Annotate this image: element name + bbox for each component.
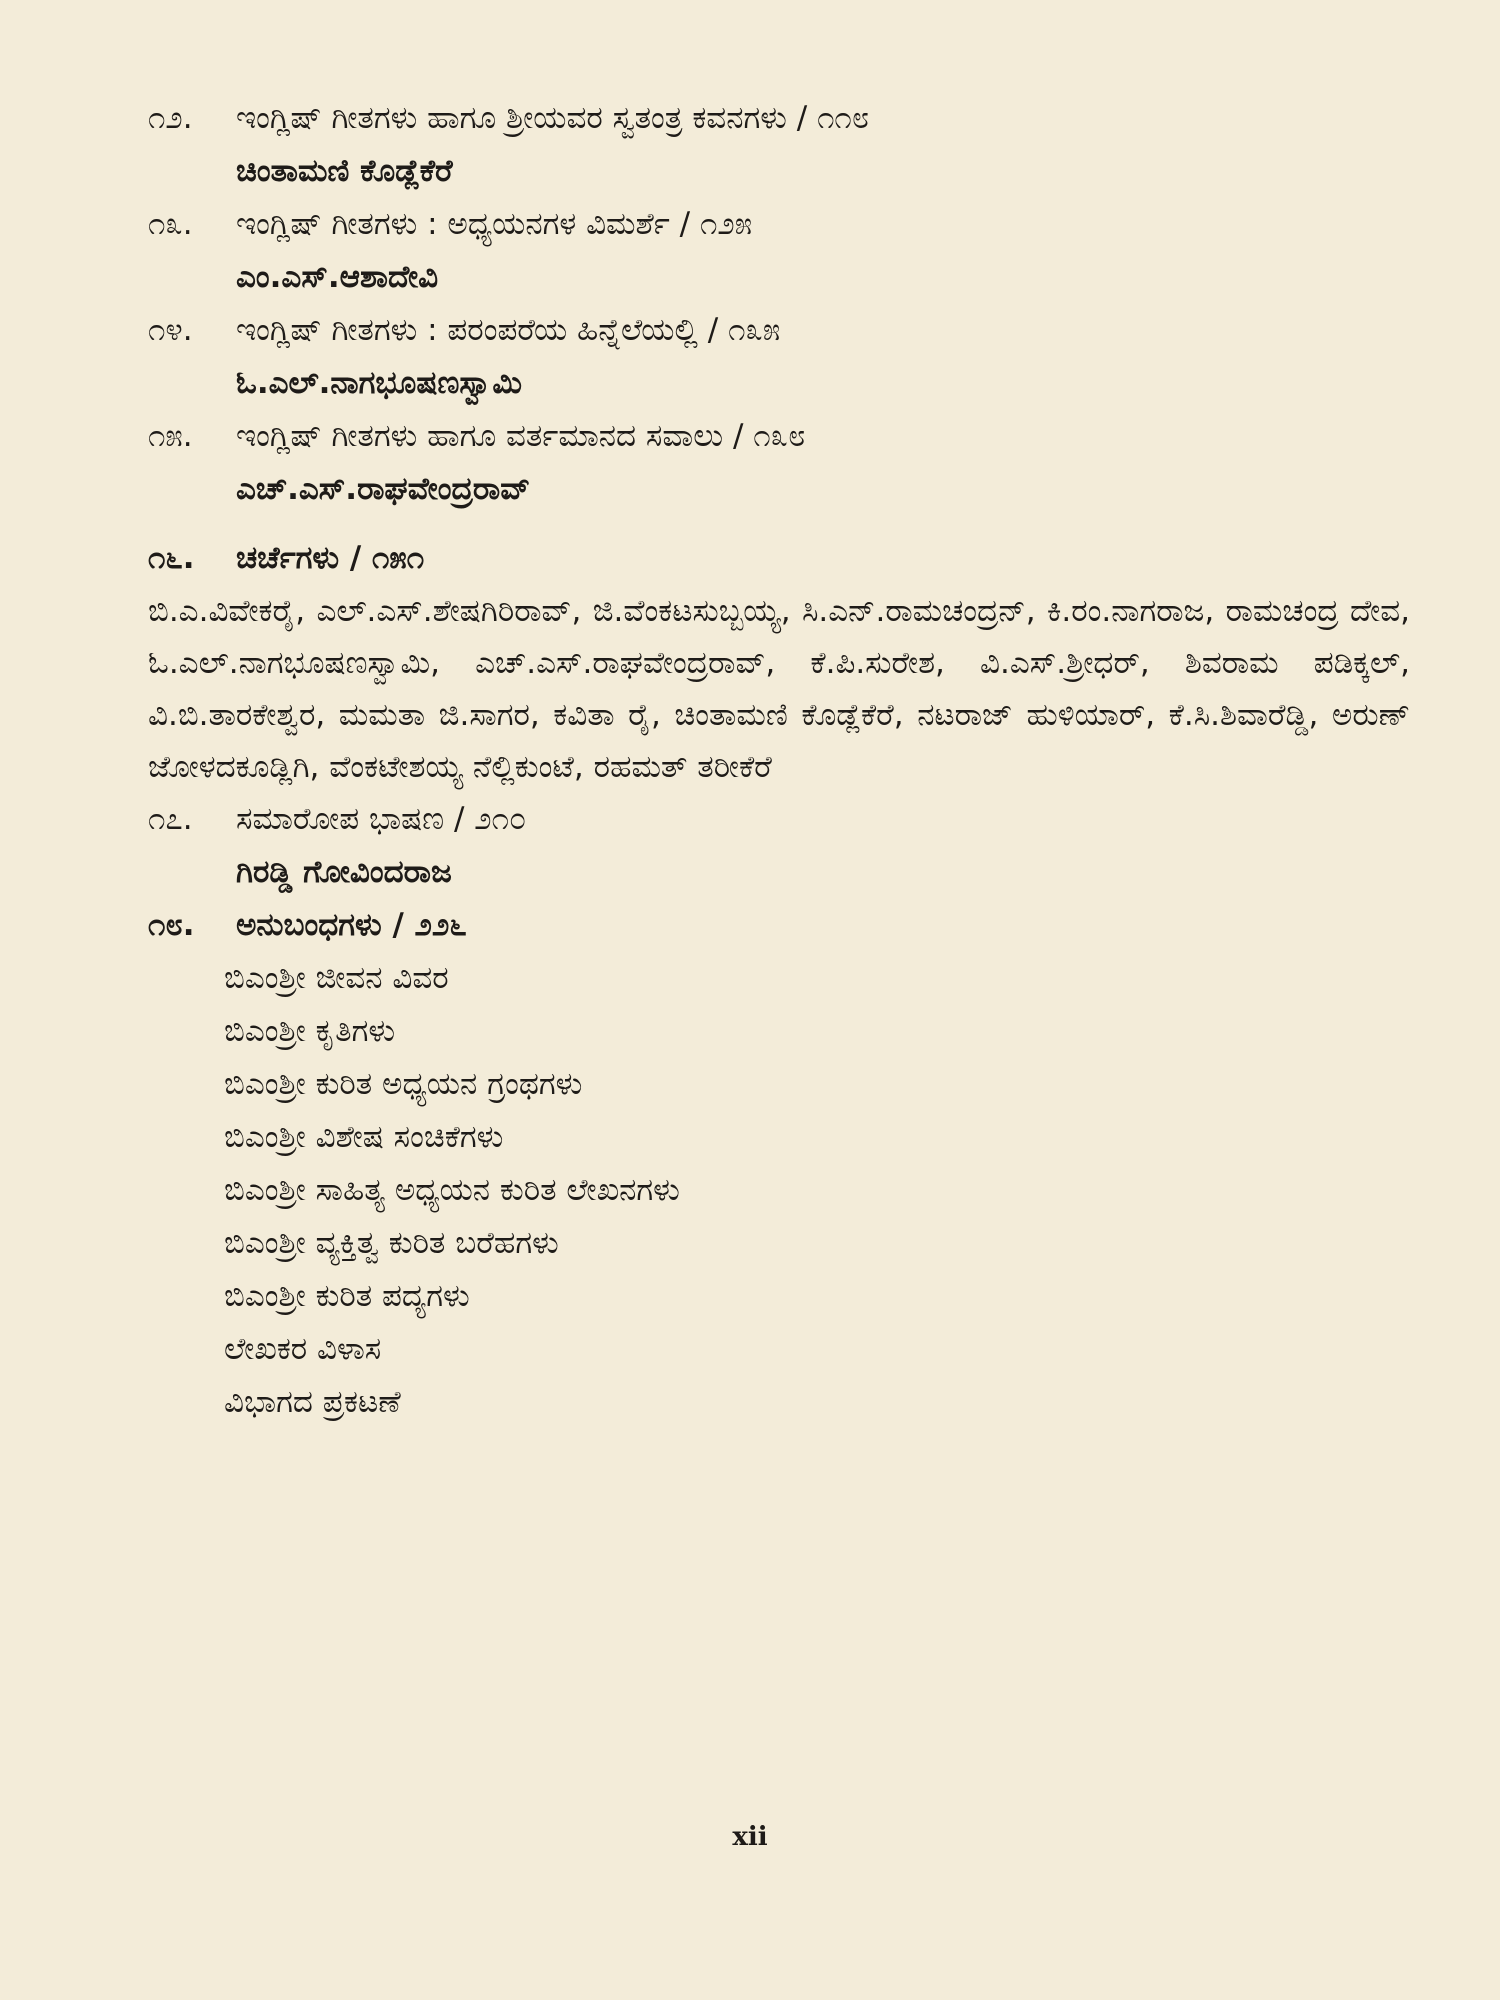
contents-entry-16 <box>148 532 1418 793</box>
entry-number: ೧೮. <box>148 907 195 943</box>
entry-title: ಇಂಗ್ಲಿಷ್ ಗೀತಗಳು : ಪರಂಪರೆಯ ಹಿನ್ನೆಲೆಯಲ್ಲಿ / ೧೩೫ <box>236 312 781 348</box>
entry-number: ೧೪. <box>148 312 193 348</box>
entry-title-line <box>148 410 1418 463</box>
entry-number: ೧೩. <box>148 206 193 242</box>
appendix-item: ಬಿಎಂಶ್ರೀ ವ್ಯಕ್ತಿತ್ವ ಕುರಿತ ಬರೆಹಗಳು <box>224 1225 559 1261</box>
discussion-participants: ಬಿ.ಎ.ವಿವೇಕರೈ, ಎಲ್.ಎಸ್.ಶೇಷಗಿರಿರಾವ್, ಜಿ.ವೆಂಕಟಸುಬ್ಬಯ್ಯ, ಸಿ.ಎನ್.ರಾಮಚಂದ್ರನ್, ಕಿ.ರಂ.ನಾಗರಾಜ, ರಾಮಚಂದ್ರ ದೇವ, ಓ.ಎಲ್.ನಾಗಭೂಷಣಸ್ವಾಮಿ, ಎಚ್.ಎಸ್.ರಾಘವೇಂದ್ರರಾವ್, ಕೆ.ಪಿ.ಸುರೇಶ, ವಿ.ಎಸ್.ಶ್ರೀಧರ್, ಶಿವರಾಮ ಪಡಿಕ್ಕಲ್, ವಿ.ಬಿ.ತಾರಕೇಶ್ವರ, ಮಮತಾ ಜಿ.ಸಾಗರ, ಕವಿತಾ ರೈ, ಚಿಂತಾಮಣಿ ಕೊಡ್ಲೆಕೆರೆ, ನಟರಾಜ್ ಹುಳಿಯಾರ್, ಕೆ.ಸಿ.ಶಿವಾರೆಡ್ಡಿ, ಅರುಣ್ ಜೋಳದಕೂಡ್ಲಿಗಿ, ವೆಂಕಟೇಶಯ್ಯ ನೆಲ್ಲಿಕುಂಟೆ, ರಹಮತ್ ತರೀಕೆರೆ <box>148 593 1410 785</box>
entry-title-line <box>148 899 1418 952</box>
entry-title-line <box>148 304 1418 357</box>
appendix-item: ವಿಭಾಗದ ಪ್ರಕಟಣೆ <box>224 1384 401 1420</box>
appendix-item: ಬಿಎಂಶ್ರೀ ಕೃತಿಗಳು <box>224 1013 396 1049</box>
entry-author: ಎಂ.ಎಸ್.ಆಶಾದೇವಿ <box>236 259 439 295</box>
entry-title-line <box>148 92 1418 145</box>
entry-author: ಚಿಂತಾಮಣಿ ಕೊಡ್ಲೆಕೆರೆ <box>236 153 453 189</box>
appendix-list <box>148 952 1418 1429</box>
entry-title: ಸಮಾರೋಪ ಭಾಷಣ / ೨೧೦ <box>236 801 527 837</box>
entry-title-line <box>148 793 1418 846</box>
entry-title: ಚರ್ಚೆಗಳು / ೧೫೧ <box>236 540 425 576</box>
appendix-item: ಬಿಎಂಶ್ರೀ ವಿಶೇಷ ಸಂಚಿಕೆಗಳು <box>224 1119 504 1155</box>
entry-title-line <box>148 198 1418 251</box>
contents-entry-18 <box>148 899 1418 1429</box>
entry-number: ೧೫. <box>148 418 193 454</box>
appendix-item: ಬಿಎಂಶ್ರೀ ಸಾಹಿತ್ಯ ಅಧ್ಯಯನ ಕುರಿತ ಲೇಖನಗಳು <box>224 1172 680 1208</box>
entry-number: ೧೬. <box>148 540 195 576</box>
contents-entry-14 <box>148 304 1418 410</box>
appendix-item: ಬಿಎಂಶ್ರೀ ಕುರಿತ ಪದ್ಯಗಳು <box>224 1278 470 1314</box>
appendix-item: ಲೇಖಕರ ವಿಳಾಸ <box>224 1331 382 1367</box>
entry-author: ಓ.ಎಲ್.ನಾಗಭೂಷಣಸ್ವಾಮಿ <box>236 365 522 401</box>
entry-number: ೧೨. <box>148 100 193 136</box>
contents-list <box>148 92 1418 1429</box>
contents-entry-12 <box>148 92 1418 198</box>
entry-author: ಗಿರಡ್ಡಿ ಗೋವಿಂದರಾಜ <box>236 854 452 890</box>
entry-title: ಇಂಗ್ಲಿಷ್ ಗೀತಗಳು ಹಾಗೂ ಶ್ರೀಯವರ ಸ್ವತಂತ್ರ ಕವನಗಳು / ೧೧೮ <box>236 100 870 136</box>
discussion-heading <box>148 532 1418 585</box>
entry-title: ಅನುಬಂಧಗಳು / ೨೨೬ <box>236 907 467 943</box>
appendix-item: ಬಿಎಂಶ್ರೀ ಜೀವನ ವಿವರ <box>224 960 449 996</box>
entry-title: ಇಂಗ್ಲಿಷ್ ಗೀತಗಳು ಹಾಗೂ ವರ್ತಮಾನದ ಸವಾಲು / ೧೩೮ <box>236 418 806 454</box>
page-number: xii <box>732 1822 768 1852</box>
entry-number: ೧೭. <box>148 801 193 837</box>
contents-entry-17 <box>148 793 1418 899</box>
entry-title: ಇಂಗ್ಲಿಷ್ ಗೀತಗಳು : ಅಧ್ಯಯನಗಳ ವಿಮರ್ಶೆ / ೧೨೫ <box>236 206 753 242</box>
contents-entry-15 <box>148 410 1418 516</box>
entry-author: ಎಚ್.ಎಸ್.ರಾಘವೇಂದ್ರರಾವ್ <box>236 471 531 507</box>
contents-entry-13 <box>148 198 1418 304</box>
appendix-item: ಬಿಎಂಶ್ರೀ ಕುರಿತ ಅಧ್ಯಯನ ಗ್ರಂಥಗಳು <box>224 1066 583 1102</box>
